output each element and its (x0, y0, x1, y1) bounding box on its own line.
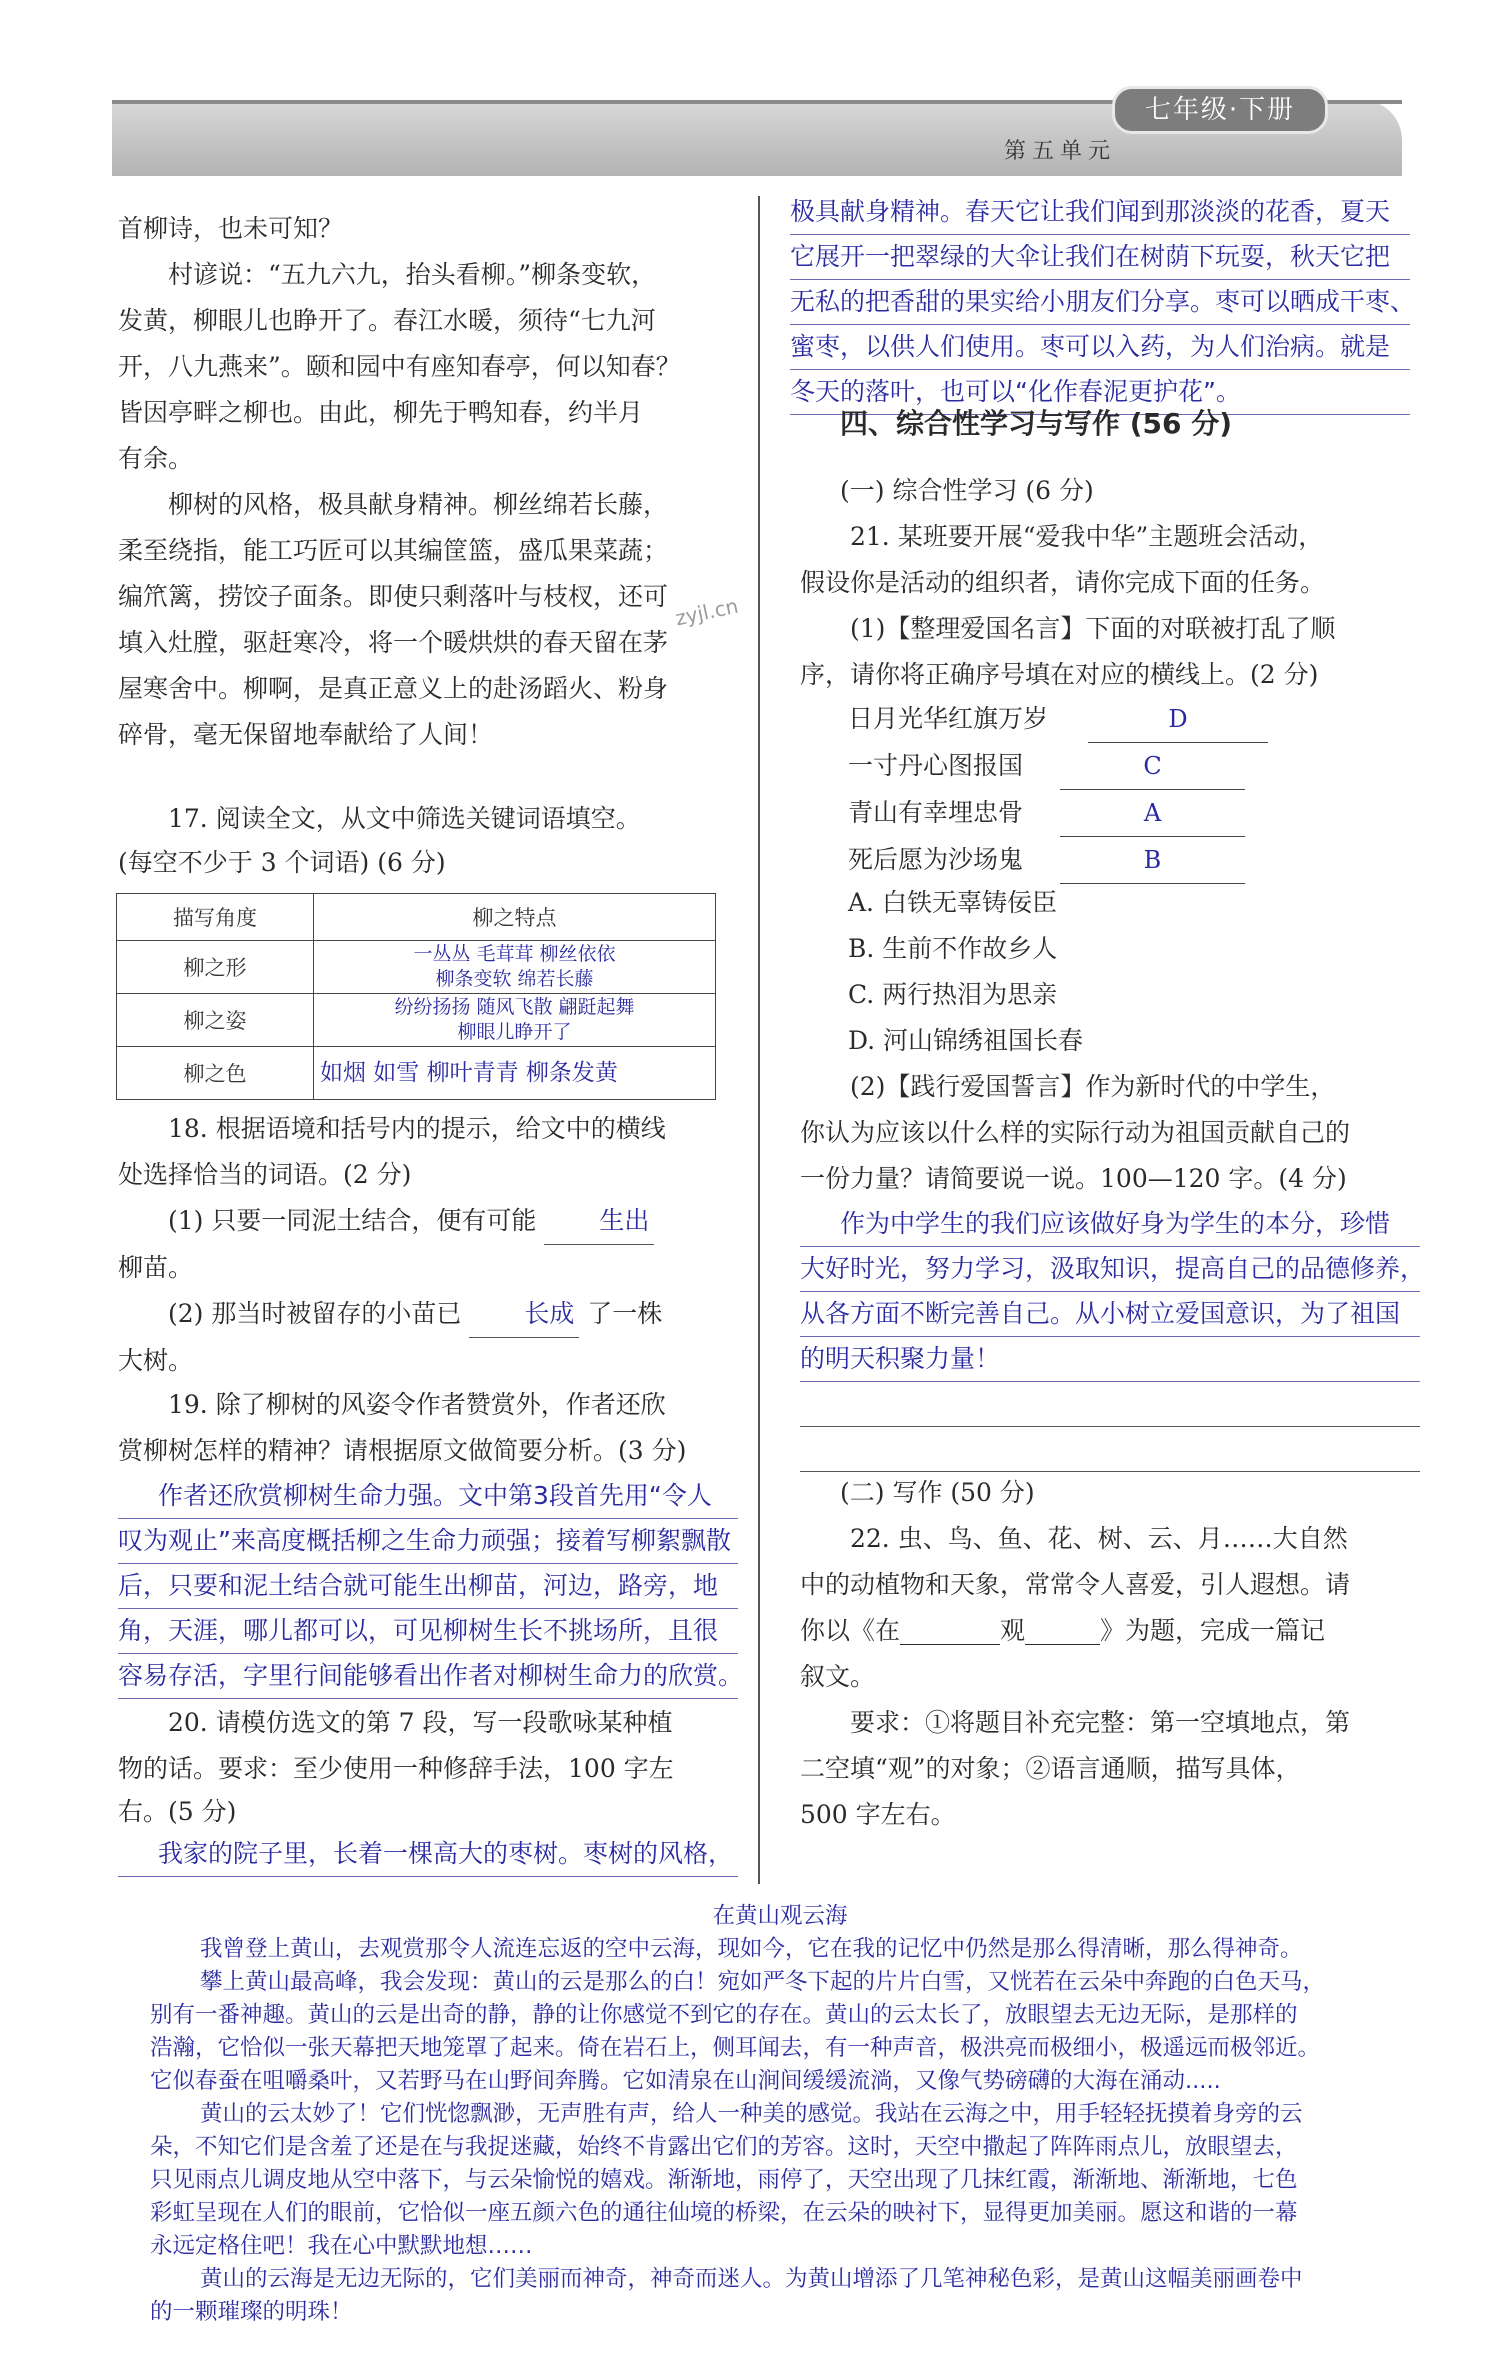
q20-answer-continued (790, 190, 1416, 415)
question-18 (118, 1106, 738, 1384)
question-text: 序，请你将正确序号填在对应的横线上。(2 分) (800, 660, 1319, 689)
question-text: 处选择恰当的词语。(2 分) (118, 1160, 412, 1189)
passage-line: 填入灶膛，驱赶寒冷，将一个暖烘烘的春天留在茅 (118, 628, 669, 657)
subsection-title: (一) 综合性学习 (6 分) (840, 476, 1094, 505)
question-text: 18. 根据语境和括号内的提示，给文中的横线 (168, 1114, 666, 1143)
passage-line: 屋寒舍中。柳啊，是真正意义上的赴汤蹈火、粉身 (118, 674, 669, 703)
option-item: A. 白铁无辜铸佞臣 (848, 888, 1057, 917)
question-19 (118, 1382, 744, 1699)
question-text: 21. 某班要开展“爱我中华”主题班会活动， (850, 522, 1324, 551)
passage-line: 有余。 (118, 444, 194, 473)
question-text: 要求：①将题目补充完整：第一空填地点，第 (850, 1708, 1351, 1737)
essay-line: 黄山的云太妙了！它们恍惚飘渺，无声胜有声，给人一种美的感觉。我站在云海之中，用手轻轻抚摸着身旁的云 (200, 2101, 1303, 2127)
couplet-text: 青山有幸埋忠骨 (848, 798, 1024, 827)
answer-blank: C (1060, 743, 1245, 790)
subsection-title: (二) 写作 (50 分) (840, 1478, 1035, 1507)
passage-line: 编笊篱，捞饺子面条。即使只剩落叶与枝杈，还可 (118, 582, 669, 611)
question-text: 500 字左右。 (800, 1800, 956, 1829)
passage-line: 碎骨，毫无保留地奉献给了人间！ (118, 720, 494, 749)
section-title: 四、综合性学习与写作 (56 分) (840, 407, 1233, 440)
table-row (117, 994, 716, 1047)
table-cell-angle: 柳之姿 (117, 994, 314, 1047)
handwritten-answer: 无私的把香甜的果实给小朋友们分享。枣可以晒成干枣、 (790, 280, 1410, 325)
question-text: 了一株 (587, 1299, 663, 1328)
handwritten-answer: 蜜枣，以供人们使用。枣可以入药，为人们治病。就是 (790, 325, 1410, 370)
table-header-row (117, 894, 716, 941)
handwritten-answer: 冬天的落叶，也可以“化作春泥更护花”。 (790, 370, 1410, 415)
couplet-item (848, 743, 1268, 790)
option-item: D. 河山锦绣祖国长春 (848, 1026, 1084, 1055)
question-text: 柳苗。 (118, 1253, 194, 1282)
question-text: (2)【践行爱国誓言】作为新时代的中学生， (850, 1072, 1336, 1101)
handwritten-answer: 柳眼儿睁开了 (457, 1021, 572, 1043)
question-text: (1)【整理爱国名言】下面的对联被打乱了顺 (850, 614, 1336, 643)
table-cell-angle: 柳之色 (117, 1047, 314, 1100)
question-text: 右。(5 分) (118, 1797, 237, 1826)
question-text: 赏柳树怎样的精神？请根据原文做简要分析。(3 分) (118, 1436, 687, 1465)
question-22 (800, 1470, 1420, 1838)
answer-blank: 长成 (469, 1291, 579, 1338)
table-cell-feature (314, 994, 716, 1047)
handwritten-answer: 大好时光，努力学习，汲取知识，提高自己的品德修养， (800, 1247, 1420, 1292)
essay-line: 它似春蚕在咀嚼桑叶，又若野马在山野间奔腾。它如清泉在山涧间缓缓流淌，又像气势磅礴的大海在涌动..... (150, 2068, 1221, 2094)
couplet-text: 死后愿为沙场鬼 (848, 845, 1024, 874)
passage-line: 发黄，柳眼儿也睁开了。春江水暖，须待“七九河 (118, 306, 656, 335)
handwritten-answer: 叹为观止”来高度概括柳之生命力顽强；接着写柳絮飘散 (118, 1519, 738, 1564)
question-text: 22. 虫、鸟、鱼、花、树、云、月……大自然 (850, 1524, 1348, 1553)
essay-line: 永远定格住吧！我在心中默默地想…… (150, 2233, 533, 2259)
handwritten-answer: 后，只要和泥土结合就可能生出柳苗，河边，路旁，地 (118, 1564, 738, 1609)
passage-line: 首柳诗，也未可知？ (118, 214, 344, 243)
essay-title: 在黄山观云海 (712, 1903, 848, 1929)
essay-line: 彩虹呈现在人们的眼前，它恰似一座五颜六色的通往仙境的桥梁，在云朵的映衬下，显得更加美丽。愿这和谐的一幕 (150, 2200, 1298, 2226)
handwritten-answer: 一丛丛 毛茸茸 柳丝依依 (413, 943, 616, 965)
question-text: (1) 只要一同泥土结合，便有可能 (168, 1206, 537, 1235)
left-reading-passage (118, 206, 741, 758)
table-row (117, 1047, 716, 1100)
question-21-2 (800, 1064, 1426, 1472)
essay-line: 的一颗璀璨的明珠！ (150, 2299, 353, 2325)
table-header-cell: 柳之特点 (314, 894, 716, 941)
handwritten-answer: 如烟 如雪 柳叶青青 柳条发黄 (320, 1059, 618, 1086)
question-21 (800, 468, 1420, 698)
option-item: C. 两行热泪为思亲 (848, 980, 1058, 1009)
question-text: (每空不少于 3 个词语) (6 分) (118, 848, 446, 877)
passage-line: 村谚说：“五九六九，抬头看柳。”柳条变软， (168, 260, 657, 289)
question-sub (118, 1291, 738, 1338)
essay-line: 别有一番神趣。黄山的云是出奇的静，静的让你感觉不到它的存在。黄山的云太长了，放眼望去无边无际，是那样的 (150, 2002, 1298, 2028)
couplet-list (848, 696, 1268, 884)
options-list (848, 880, 1368, 1064)
couplet-item (848, 696, 1268, 743)
passage-line: 皆因亭畔之柳也。由此，柳先于鸭知春，约半月 (118, 398, 644, 427)
essay-line: 我曾登上黄山，去观赏那令人流连忘返的空中云海，现如今，它在我的记忆中仍然是那么得清晰，那么得神奇。 (200, 1936, 1303, 1962)
essay-answer (150, 1900, 1410, 2329)
couplet-text: 一寸丹心图报国 (848, 751, 1024, 780)
blank-answer-line (800, 1427, 1420, 1472)
option-item: B. 生前不作故乡人 (848, 934, 1058, 963)
question-text: 物的话。要求：至少使用一种修辞手法，100 字左 (118, 1754, 674, 1783)
question-20 (118, 1700, 738, 1877)
question-text: 叙文。 (800, 1662, 876, 1691)
essay-line: 朵，不知它们是含羞了还是在与我捉迷藏，始终不肯露出它们的芳容。这时，天空中撒起了阵阵雨点儿，放眼望去， (150, 2134, 1298, 2160)
answer-blank: 生出 (544, 1198, 654, 1245)
unit-label: 第五单元 (1003, 139, 1116, 164)
question-text: 假设你是活动的组织者，请你完成下面的任务。 (800, 568, 1326, 597)
question-text: 你以《在________观______》为题，完成一篇记 (800, 1616, 1326, 1645)
question-17 (118, 796, 738, 884)
passage-line: 开，八九燕来”。颐和园中有座知春亭，何以知春？ (118, 352, 681, 381)
handwritten-answer: 柳条变软 绵若长藤 (435, 968, 594, 990)
essay-line: 只见雨点儿调皮地从空中落下，与云朵愉悦的嬉戏。渐渐地，雨停了，天空出现了几抹红霞，渐渐地、渐渐地，七色 (150, 2167, 1298, 2193)
handwritten-answer: 的明天积聚力量！ (800, 1337, 1420, 1382)
passage-line: 柳树的风格，极具献身精神。柳丝绵若长藤， (168, 490, 669, 519)
essay-line: 黄山的云海是无边无际的，它们美丽而神奇，神奇而迷人。为黄山增添了几笔神秘色彩，是黄山这幅美丽画卷中 (200, 2266, 1303, 2292)
handwritten-answer: 作为中学生的我们应该做好身为学生的本分，珍惜 (800, 1202, 1420, 1247)
handwritten-answer: 作者还欣赏柳树生命力强。文中第3段首先用“令人 (118, 1474, 738, 1519)
table-header-cell: 描写角度 (117, 894, 314, 941)
passage-line: 柔至绕指，能工巧匠可以其编筐篮，盛瓜果菜蔬； (118, 536, 669, 565)
handwritten-answer: 容易存活，字里行间能够看出作者对柳树生命力的欣赏。 (118, 1654, 738, 1699)
question-text: 中的动植物和天象，常常令人喜爱，引人遐想。请 (800, 1570, 1351, 1599)
handwritten-answer: 纷纷扬扬 随风飞散 翩跹起舞 (394, 996, 635, 1018)
question-text: 大树。 (118, 1346, 194, 1375)
grade-tab: 七年级·下册 (1112, 86, 1328, 134)
answer-blank: A (1060, 790, 1245, 837)
table-cell-feature (314, 1047, 716, 1100)
question-text: 二空填“观”的对象；②语言通顺，描写具体， (800, 1754, 1301, 1783)
answer-blank: D (1088, 696, 1268, 743)
handwritten-answer: 角，天涯，哪儿都可以，可见柳树生长不挑场所，且很 (118, 1609, 738, 1654)
table-row (117, 941, 716, 994)
handwritten-answer: 从各方面不断完善自己。从小树立爱国意识，为了祖国 (800, 1292, 1420, 1337)
blank-answer-line (800, 1382, 1420, 1427)
question-text: 你认为应该以什么样的实际行动为祖国贡献自己的 (800, 1118, 1351, 1147)
essay-line: 浩瀚，它恰似一张天幕把天地笼罩了起来。倚在岩石上，侧耳闻去，有一种声音，极洪亮而极细小，极遥远而极邻近。 (150, 2035, 1321, 2061)
question-sub (118, 1198, 738, 1245)
question-text: (2) 那当时被留存的小苗已 (168, 1299, 462, 1328)
watermark: zyjl.cn (673, 593, 741, 631)
couplet-item (848, 790, 1268, 837)
couplet-item (848, 837, 1268, 884)
couplet-text: 日月光华红旗万岁 (848, 704, 1049, 733)
feature-table (116, 893, 716, 1100)
question-text: 17. 阅读全文，从文中筛选关键词语填空。 (168, 804, 641, 833)
answer-blank: B (1060, 837, 1245, 884)
table-cell-angle: 柳之形 (117, 941, 314, 994)
question-text: 20. 请模仿选文的第 7 段，写一段歌咏某种植 (168, 1708, 673, 1737)
handwritten-answer: 极具献身精神。春天它让我们闻到那淡淡的花香，夏天 (790, 190, 1410, 235)
handwritten-answer: 它展开一把翠绿的大伞让我们在树荫下玩耍，秋天它把 (790, 235, 1410, 280)
handwritten-answer: 我家的院子里，长着一棵高大的枣树。枣树的风格， (118, 1832, 738, 1877)
question-text: 19. 除了柳树的风姿令作者赞赏外，作者还欣 (168, 1390, 666, 1419)
question-text: 一份力量？请简要说一说。100—120 字。(4 分) (800, 1164, 1347, 1193)
essay-line: 攀上黄山最高峰，我会发现：黄山的云是那么的白！宛如严冬下起的片片白雪，又恍若在云朵中奔跑的白色天马， (200, 1969, 1326, 1995)
column-divider (758, 196, 760, 1884)
table-cell-feature (314, 941, 716, 994)
